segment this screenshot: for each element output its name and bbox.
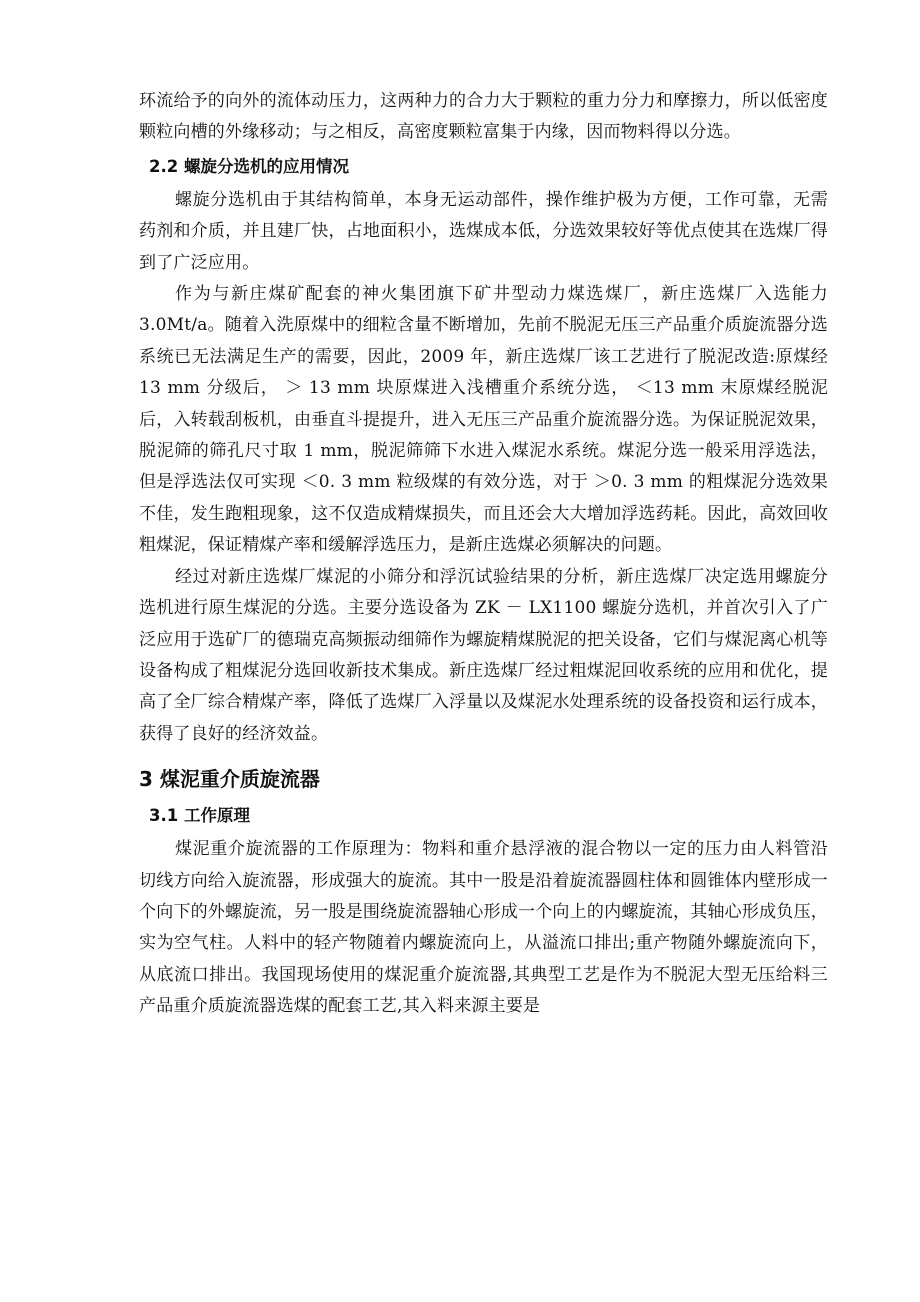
paragraph-spiral-selection: 经过对新庄选煤厂煤泥的小筛分和浮沉试验结果的分析，新庄选煤厂决定选用螺旋分选机进行原生煤泥的分选。主要分选设备为 ZK － LX1100 螺旋分选机，并首次引入了广泛应用于选矿厂的德瑞克高频振动细筛作为螺旋精煤脱泥的把关设备，它们与煤泥离心机等设备构成了粗煤泥分选回收新技术集成。新庄选煤厂经过粗煤泥回收系统的应用和优化，提高了全厂综合精煤产率，降低了选煤厂入浮量以及煤泥水处理系统的设备投资和运行成本，获得了良好的经济效益。 [139, 566, 828, 744]
paragraph-xinzhuang-plant: 作为与新庄煤矿配套的神火集团旗下矿井型动力煤选煤厂，新庄选煤厂入选能力 3.0Mt/a。随着入洗原煤中的细粒含量不断增加，先前不脱泥无压三产品重介质旋流器分选系统已无法满足生产的需要，因此，2009 年，新庄选煤厂该工艺进行了脱泥改造:原煤经 13 mm 分级后， ＞ 13 mm 块原煤进入浅槽重介系统分选， ＜13 mm 末原煤经脱泥后，入转载刮板机，由垂直斗提提升，进入无压三产品重介旋流器分选。为保证脱泥效果，脱泥筛的筛孔尺寸取 1 mm，脱泥筛筛下水进入煤泥水系统。煤泥分选一般采用浮选法，但是浮选法仅可实现 ＜0. 3 mm 粒级煤的有效分选，对于 ＞0. 3 mm 的粗煤泥分选效果不佳，发生跑粗现象，这不仅造成精煤损失，而且还会大大增加浮选药耗。因此，高效回收粗煤泥，保证精煤产率和缓解浮选压力，是新庄选煤必须解决的问题。 [139, 284, 828, 556]
paragraph-continued: 环流给予的向外的流体动压力，这两种力的合力大于颗粒的重力分力和摩擦力，所以低密度颗粒向槽的外缘移动；与之相反，高密度颗粒富集于内缘，因而物料得以分选。 [139, 91, 828, 143]
section-heading-2-2: 2.2 螺旋分选机的应用情况 [149, 156, 349, 176]
paragraph-spiral-advantages: 螺旋分选机由于其结构简单，本身无运动部件，操作维护极为方便，工作可靠，无需药剂和介质，并且建厂快，占地面积小，选煤成本低，分选效果较好等优点使其在选煤厂得到了广泛应用。 [139, 189, 828, 273]
section-heading-3-1: 3.1 工作原理 [149, 806, 250, 826]
paragraph-working-principle: 煤泥重介旋流器的工作原理为：物料和重介悬浮液的混合物以一定的压力由人料管沿切线方向给入旋流器，形成强大的旋流。其中一股是沿着旋流器圆柱体和圆锥体内壁形成一个向下的外螺旋流，另一股是围绕旋流器轴心形成一个向上的内螺旋流，其轴心形成负压，实为空气柱。人料中的轻产物随着内螺旋流向上，从溢流口排出;重产物随外螺旋流向下，从底流口排出。我国现场使用的煤泥重介旋流器,其典型工艺是作为不脱泥大型无压给料三产品重介质旋流器选煤的配套工艺,其入料来源主要是 [139, 839, 828, 1017]
chapter-heading-3: 3 煤泥重介质旋流器 [139, 767, 320, 792]
